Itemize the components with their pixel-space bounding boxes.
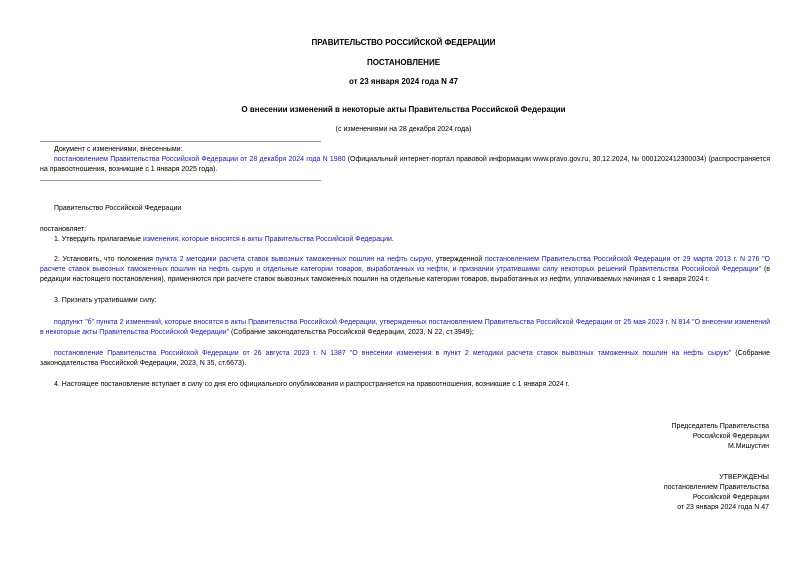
p3a-post: (Собрание законодательства Российской Федерации, 2023, N 22, ст.3949);: [229, 329, 474, 336]
decrees: постановляет:: [40, 226, 87, 233]
signature-line-3: М.Мишустин: [727, 443, 769, 450]
p2-pre: 2. Установить, что положения: [54, 256, 156, 263]
p2-mid-1: , утвержденной: [431, 256, 485, 263]
paragraph-3b: [40, 349, 770, 369]
p2-post: (в редакции настоящего постановления), применяются при расчете ставок вывозных таможенных пошлин на отдельные категории товаров, выработанных из нефти, уплачиваемых начиная с 1 января 2024 г.: [40, 266, 770, 283]
p1-post: .: [391, 236, 394, 243]
government-name: ПРАВИТЕЛЬСТВО РОССИЙСКОЙ ФЕДЕРАЦИИ: [311, 38, 496, 47]
paragraph-4: 4. Настоящее постановление вступает в силу со дня его официального опубликования и распространяется на правоотношения, возникшие с 1 января 2024 г.: [54, 381, 570, 388]
paragraph-3: 3. Признать утратившими силу:: [54, 297, 157, 304]
signature-line-1: Председатель Правительства: [671, 423, 769, 430]
p3b-link[interactable]: постановление Правительства Российской Федерации от 26 августа 2023 г. N 1387 "О внесении изменения в пункт 2 методики расчета ставок вывозных таможенных пошлин на нефть сырую": [54, 350, 732, 357]
changes-rest: (Официальный интернет-портал правовой информации www.pravo.gov.ru, 30.12.2024, № 0001202412300034) (распространяется на правоотношения, возникшие с 1 января 2025 года).: [40, 156, 770, 173]
document-title: О внесении изменений в некоторые акты Правительства Российской Федерации: [241, 105, 566, 114]
signature-line-2: Российской Федерации: [692, 433, 769, 440]
approved-line-1: УТВЕРЖДЕНЫ: [719, 474, 769, 481]
p3a-link[interactable]: подпункт "б" пункта 2 изменений, которые вносятся в акты Правительства Российской Федерации, утвержденных постановлением Правительства Российской Федерации от 25 мая 2023 г. N 814 "О внесении изменений в некоторые акты Правительства Российской Федерации": [40, 319, 770, 336]
approved-line-2: постановлением Правительства: [663, 484, 769, 491]
document-date-number: от 23 января 2024 года N 47: [348, 77, 459, 86]
box-bottom-rule: [40, 180, 321, 181]
changes-text: [40, 155, 770, 175]
changes-intro: Документ с изменениями, внесенными:: [54, 146, 183, 153]
p3b-post: (Собрание законодательства Российской Федерации, 2023, N 35, ст.6673).: [40, 350, 770, 367]
signature-block: [672, 422, 769, 452]
box-top-rule: [40, 141, 321, 142]
approved-line-3: Российской Федерации: [692, 494, 769, 501]
p1-pre: 1. Утвердить прилагаемые: [54, 236, 143, 243]
issuer: Правительство Российской Федерации: [54, 205, 182, 212]
p1-link[interactable]: изменения, которые вносятся в акты Правительства Российской Федерации: [142, 236, 392, 243]
p2-link-2[interactable]: постановлением Правительства Российской Федерации от 29 марта 2013 г. N 276 "О расчете ставок вывозных таможенных пошлин на нефть сырую и отдельные категории товаров, выработанных из нефти, и признании утратившими силу некоторых решений Правительства Российской Федерации": [40, 256, 771, 273]
approved-block: [664, 473, 769, 513]
revision-note: (с изменениями на 28 декабря 2024 года): [335, 126, 472, 133]
approved-line-4: от 23 января 2024 года N 47: [677, 504, 769, 511]
p2-link-1[interactable]: пункта 2 методики расчета ставок вывозных таможенных пошлин на нефть сырую: [155, 256, 432, 263]
paragraph-2: [40, 255, 770, 285]
changes-link[interactable]: постановлением Правительства Российской Федерации от 28 декабря 2024 года N 1980: [54, 156, 346, 163]
paragraph-3a: [40, 318, 770, 338]
paragraph-1: [40, 235, 770, 245]
document-type: ПОСТАНОВЛЕНИЕ: [366, 58, 441, 67]
